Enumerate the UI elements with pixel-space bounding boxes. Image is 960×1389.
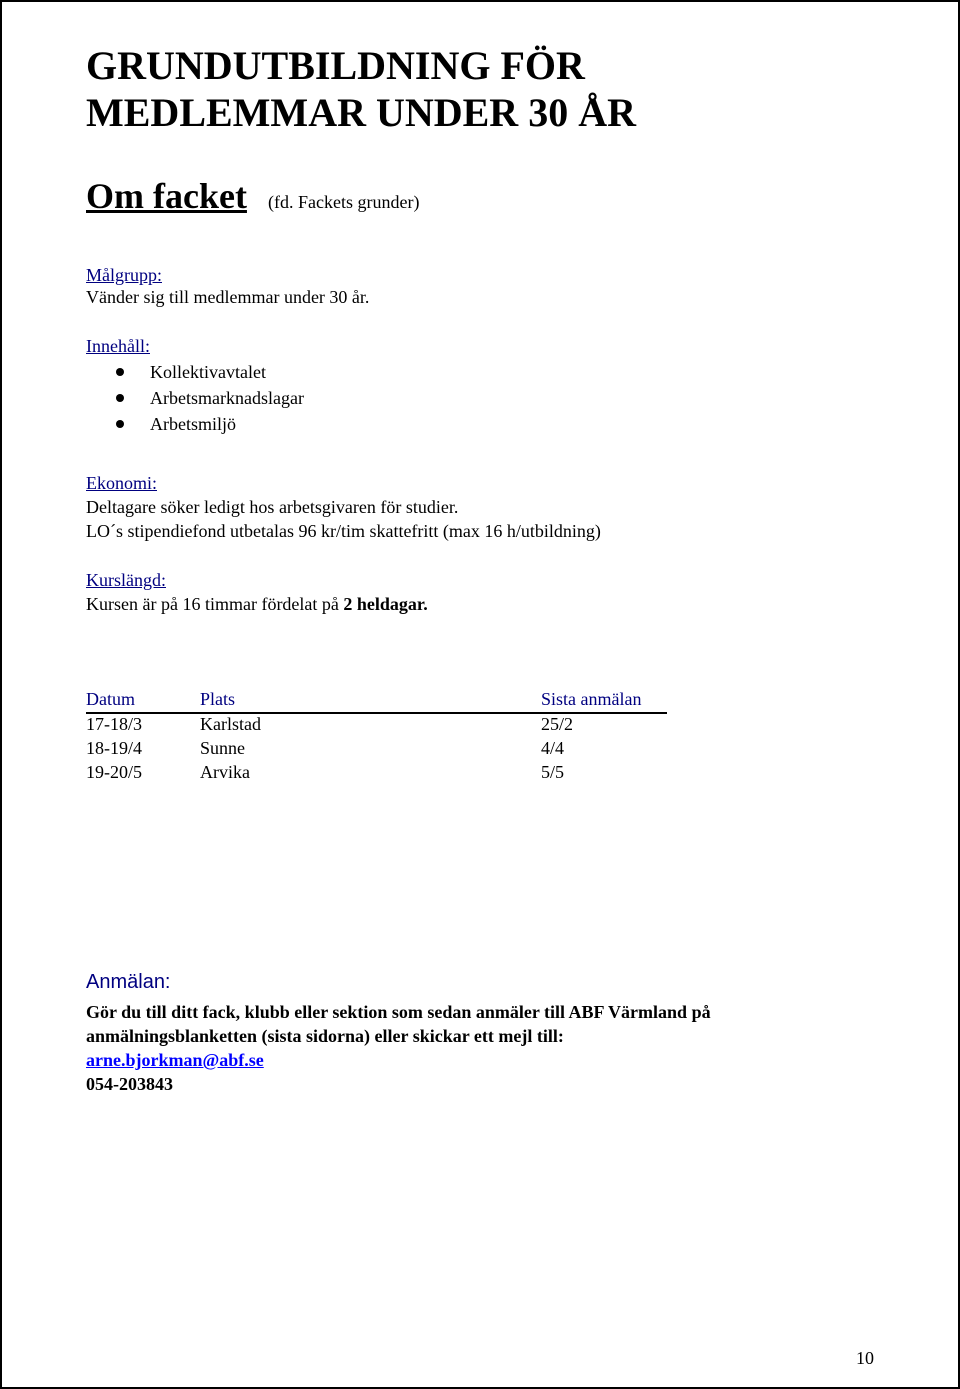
list-item: Arbetsmiljö: [114, 411, 304, 437]
schedule-header: [86, 688, 667, 714]
bullet-icon: [116, 394, 124, 402]
bullet-icon: [116, 420, 124, 428]
header-plats: Plats: [200, 689, 236, 709]
innehall-label: Innehåll:: [86, 336, 150, 356]
ekonomi-label: Ekonomi:: [86, 473, 157, 493]
list-item: Arbetsmarknadslagar: [114, 385, 304, 411]
anmalan-text: Gör du till ditt fack, klubb eller sektion som sedan anmäler till ABF Värmland på anmälningsblanketten (sista sidorna) eller skickar ett mejl till:: [86, 1002, 711, 1046]
malgrupp-text: Vänder sig till medlemmar under 30 år.: [86, 287, 370, 307]
email-link[interactable]: arne.bjorkman@abf.se: [86, 1050, 264, 1070]
section-title: Om facket: [86, 176, 247, 216]
list-item: Kollektivavtalet: [114, 359, 304, 385]
main-title: GRUNDUTBILDNING FÖR MEDLEMMAR UNDER 30 ÅR: [86, 43, 636, 135]
innehall-list: [114, 359, 304, 437]
page-number: 10: [856, 1348, 874, 1368]
kurslangd-label: Kurslängd:: [86, 570, 166, 590]
malgrupp-label: Målgrupp:: [86, 265, 162, 285]
table-row: 19-20/5 Arvika 5/5: [86, 762, 565, 782]
header-sista-anmalan: Sista anmälan: [541, 689, 642, 709]
table-row: 17-18/3 Karlstad 25/2: [86, 714, 574, 734]
ekonomi-line1: Deltagare söker ledigt hos arbetsgivaren för studier.: [86, 497, 459, 517]
phone-number: 054-203843: [86, 1074, 173, 1094]
table-row: 18-19/4 Sunne 4/4: [86, 738, 565, 758]
header-datum: Datum: [86, 689, 135, 709]
bullet-icon: [116, 368, 124, 376]
ekonomi-line2: LO´s stipendiefond utbetalas 96 kr/tim skattefritt (max 16 h/utbildning): [86, 521, 601, 541]
anmalan-label: Anmälan:: [86, 971, 171, 993]
kurslangd-text: Kursen är på 16 timmar fördelat på 2 heldagar.: [86, 594, 428, 614]
section-subtitle: (fd. Fackets grunder): [268, 192, 420, 212]
